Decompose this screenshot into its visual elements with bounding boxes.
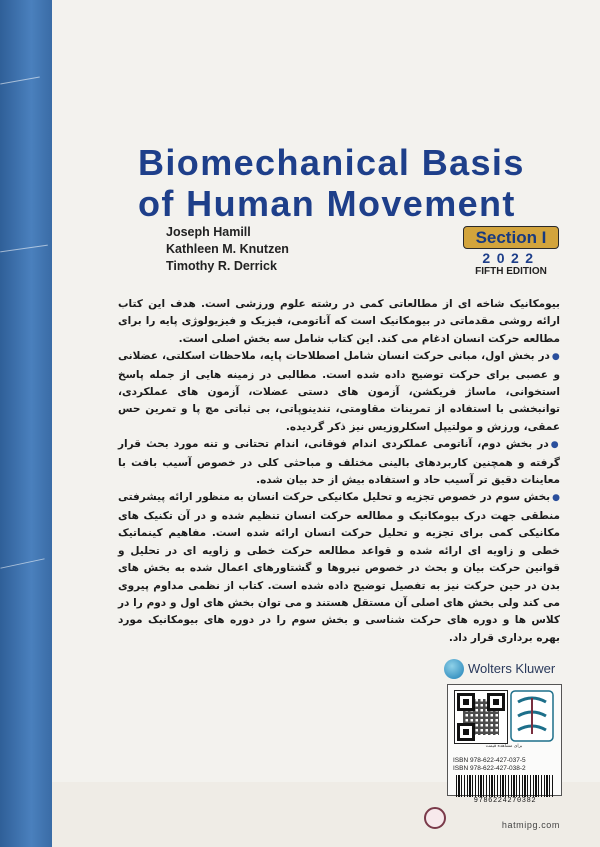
isbn-line: ISBN 978-622-427-038-2 — [453, 765, 526, 772]
qr-caption: برای مشاهده قیمت — [485, 744, 523, 749]
wolters-kluwer-logo-icon — [444, 659, 464, 679]
description-bullet — [118, 348, 560, 436]
book-description — [118, 296, 560, 647]
isbn-block — [453, 757, 557, 773]
bullet-text: در بخش دوم، آناتومی عملکردی اندام فوقانی، اندام تحتانی و تنه مورد بحث قرار گرفته و همچنین کاربردهای بالینی مختلف و مباحثی کلی در خصوص آسیب بافت با معاینات دقیق تر آسیب حاد و استفاده بیش از حد بیان شده. — [118, 438, 560, 487]
spine-crease — [0, 558, 44, 568]
description-bullet — [118, 489, 560, 647]
publisher-seal-icon — [424, 807, 446, 829]
title-line-1: Biomechanical Basis — [138, 142, 525, 183]
bullet-text: بخش سوم در خصوص تجزیه و تحلیل مکانیکی حرکت انسان به منظور ارائه پیشرفتی منطقی جهت درک بیومکانیک و مطالعه حرکت انسان تنظیم شده و در آن تکنیک های مکانیکی کمی برای تجزیه و تحلیل حرکت انسان ارائه شده است. مفاهیم کینماتیک خطی و زاویه ای ارائه شده و قواعد مطالعه حرکت خطی و زاویه ای در تحلیل و قوانین حرکت بیان و بحث در خصوص نیروها و گشتاورهای اعمال شده به بخش های بدن در حین حرکت نیز به تفصیل توضیح داده شده است. کتاب از نظمی مداوم پیروی می کند ولی بخش های اصلی آن مستقل هستند و می توان بخش های اول و دوم را در کلاس ها و دوره های حرکت شناسی و بخش سوم را در دوره های بیومکانیک مورد بهره برداری قرار داد. — [118, 491, 560, 644]
book-title — [138, 142, 568, 224]
author-name: Timothy R. Derrick — [166, 259, 277, 273]
publisher-emblem-icon — [510, 690, 554, 742]
qr-code-icon — [454, 690, 508, 744]
section-badge: Section I — [463, 226, 559, 249]
book-spine — [0, 0, 52, 847]
isbn-line: ISBN 978-622-427-037-5 — [453, 757, 526, 764]
description-intro: بیومکانیک شاخه ای از مطالعاتی کمی در رشته علوم ورزشی است. هدف این کتاب ارائه روشی مقدماتی در بیومکانیک است که آناتومی، فیزیک و فیزیولوژی پایه را برای مطالعه حرکت انسان ادغام می کند. این کتاب شامل سه بخش اصلی است. — [118, 298, 560, 345]
spine-crease — [0, 77, 40, 85]
title-line-2: of Human Movement — [138, 183, 516, 224]
author-name: Joseph Hamill — [166, 225, 251, 239]
bullet-icon: ● — [551, 352, 560, 363]
bullet-icon: ● — [550, 440, 560, 451]
qr-finder — [457, 693, 475, 711]
barcode-icon — [456, 775, 554, 797]
spine-crease — [0, 245, 48, 253]
edition-label: FIFTH EDITION — [475, 266, 547, 277]
qr-finder — [457, 723, 475, 741]
publisher-website: hatmipg.com — [501, 820, 560, 830]
qr-finder — [487, 693, 505, 711]
description-bullet — [118, 436, 560, 489]
author-name: Kathleen M. Knutzen — [166, 242, 289, 256]
bullet-icon: ● — [552, 493, 561, 504]
publisher-name: Wolters Kluwer — [468, 661, 556, 676]
barcode-number: 9786224270382 — [473, 797, 537, 805]
author-list — [166, 224, 289, 275]
bullet-text: در بخش اول، مبانی حرکت انسان شامل اصطلاحات پایه، ملاحظات اسکلتی، عضلانی و عصبی برای حرکت توضیح داده شده است. مطالبی در زمینه هایی از جمله پاسخ استخوانی، ماساژ فریکشن، آزمون های دستی عضلات، آزمون های عملکردی، توانبخشی با استفاده از تمرینات مقاومتی، تندینوپاتی، بی ثباتی مچ پا و تمرین حس عمقی، ورزش و مولتیپل اسکلروزیس نیز ذکر گردیده. — [118, 350, 560, 433]
publication-year: 2022 — [482, 250, 540, 266]
